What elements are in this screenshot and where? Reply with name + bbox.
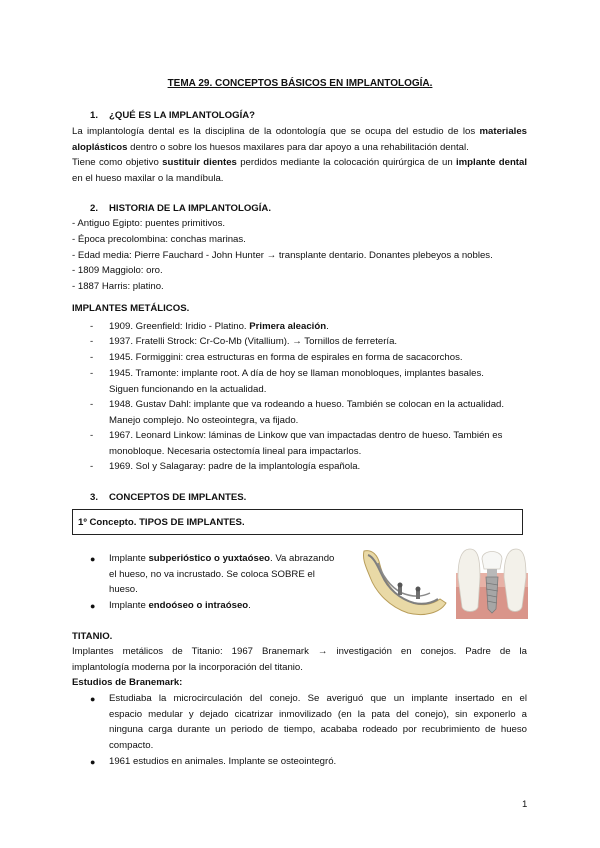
metal-item-1937: 1937. Fratelli Strock: Cr-Co-Mb (Vitallium). → Tornillos de ferretería. (109, 336, 398, 347)
dash-marker: - (90, 399, 94, 410)
metal-item-1948: 1948. Gustav Dahl: implante que va rodeando a hueso. También se colocan en la actualidad. Manejo complejo. No osteointegra, va fijado. (109, 399, 505, 426)
section-2-number: 2. (90, 203, 99, 214)
bullet-marker: ● (90, 601, 96, 611)
titanium-paragraph-line1: Implantes metálicos de Titanio: 1967 Branemark → investigación en conejos. Padre de la (72, 646, 527, 657)
subperiosteal-implant-illustration (360, 545, 448, 617)
bullet-marker: ● (90, 757, 96, 767)
history-item: - Antiguo Egipto: puentes primitivos. (72, 218, 226, 229)
section-2-heading: HISTORIA DE LA IMPLANTOLOGÍA. (109, 203, 272, 214)
implant-type-endosseous: Implante endoóseo o intraóseo. (109, 600, 251, 611)
metal-item-1969: 1969. Sol y Salagaray: padre de la implantología española. (109, 461, 361, 472)
section-1-paragraph-1: La implantología dental es la disciplina de la odontología que se ocupa del estudio de los materiales aloplásticos dentro o sobre los huesos maxilares para dar apoyo a una rehabilitación dental. (72, 126, 527, 153)
section-3-heading: CONCEPTOS DE IMPLANTES. (109, 492, 247, 503)
concept-box (72, 509, 523, 535)
dash-marker: - (90, 430, 94, 441)
branemark-study-1: Estudiaba la microcirculación del conejo. Se averiguó que un implante insertado en el espacio medular y dejado cicatrizar inmovilizado (en la pata del conejo), sin exponerlo a ninguna carga durante un periodo de tiempo, acababa rodeado por recubrimiento de hueso compacto. (109, 693, 527, 751)
endosseous-implant-illustration (456, 543, 528, 619)
dash-marker: - (90, 321, 94, 332)
page-title: TEMA 29. CONCEPTOS BÁSICOS EN IMPLANTOLOGÍA. (167, 78, 433, 89)
history-item: - 1809 Maggiolo: oro. (72, 265, 163, 276)
metal-item-1945b: 1945. Tramonte: implante root. A día de hoy se llaman monobloques, implantes basales. Siguen funcionando en la actualidad. (109, 368, 484, 395)
titanium-paragraph-line2: implantología moderna por la incorporación del titanio. (72, 662, 303, 673)
dash-marker: - (90, 352, 94, 363)
section-1-paragraph-2: Tiene como objetivo sustituir dientes perdidos mediante la colocación quirúrgica de un implante dental en el hueso maxilar o la mandíbula. (72, 157, 528, 184)
bullet-marker: ● (90, 694, 96, 704)
metal-item-1967: 1967. Leonard Linkow: láminas de Linkow que van impactadas dentro de hueso. También es monobloque. Necesaria ostectomía lineal para impactarlos. (109, 430, 503, 457)
history-item: - Edad media: Pierre Fauchard - John Hunter → transplante dentario. Donantes plebeyos a nobles. (72, 250, 493, 261)
dash-marker: - (90, 336, 94, 347)
dash-marker: - (90, 368, 94, 379)
bullet-marker: ● (90, 554, 96, 564)
branemark-studies-heading: Estudios de Branemark: (72, 677, 183, 688)
implant-type-subperiosteal-line2: el hueso, no va incrustado. Se coloca SOBRE el (109, 569, 315, 580)
history-item: - Época precolombina: conchas marinas. (72, 234, 246, 245)
metal-implants-heading: IMPLANTES METÁLICOS. (72, 303, 190, 314)
titanium-heading: TITANIO. (72, 631, 113, 642)
metal-item-1909: 1909. Greenfield: Iridio - Platino. Primera aleación. (109, 321, 329, 332)
section-1-heading: ¿QUÉ ES LA IMPLANTOLOGÍA? (109, 110, 256, 121)
section-3-number: 3. (90, 492, 99, 503)
implant-type-subperiosteal: Implante subperióstico o yuxtaóseo. Va abrazando (109, 553, 335, 564)
dash-marker: - (90, 461, 94, 472)
implant-type-subperiosteal-line3: hueso. (109, 584, 138, 595)
page-number: 1 (522, 799, 528, 810)
section-1-number: 1. (90, 110, 99, 121)
concept-box-label: 1º Concepto. TIPOS DE IMPLANTES. (78, 517, 245, 528)
metal-item-1945a: 1945. Formiggini: crea estructuras en forma de espirales en forma de sacacorchos. (109, 352, 463, 363)
history-item: - 1887 Harris: platino. (72, 281, 164, 292)
branemark-study-2: 1961 estudios en animales. Implante se osteointegró. (109, 756, 337, 767)
